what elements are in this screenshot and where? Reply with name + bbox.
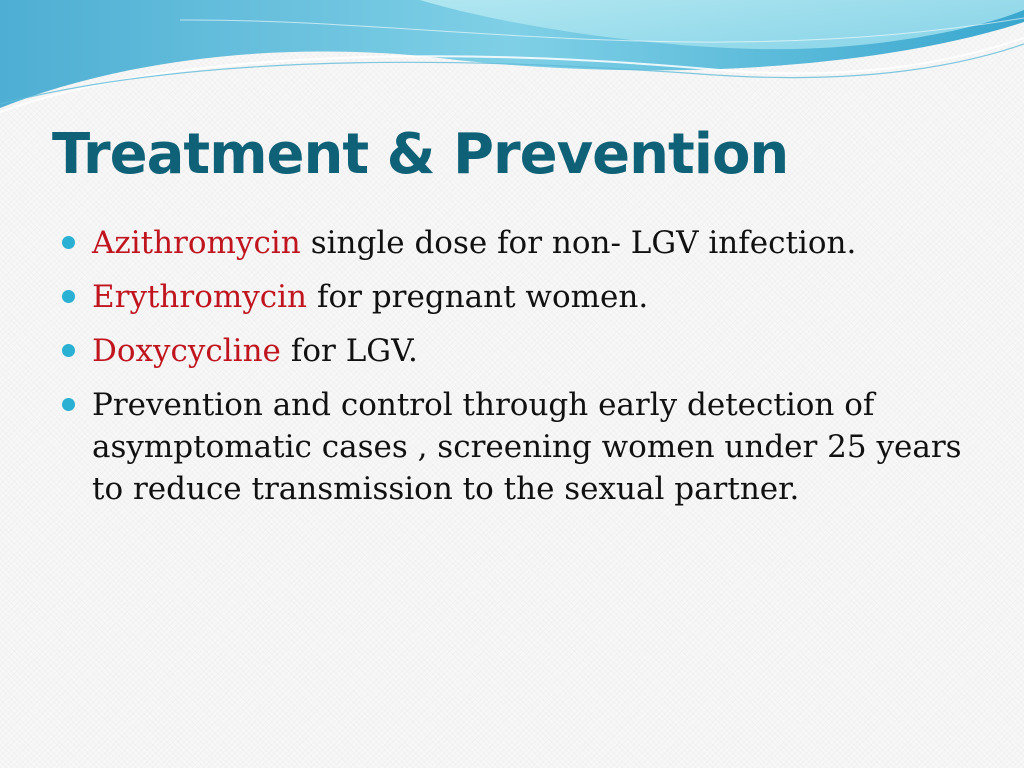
bullet-list: [62, 222, 962, 522]
drug-name: Erythromycin: [92, 279, 308, 315]
bullet-item: [62, 276, 962, 318]
slide-title: Treatment & Prevention: [52, 122, 789, 187]
bullet-text: Prevention and control through early detection of asymptomatic cases , screening women under 25 years to reduce transmission to the sexual partner.: [92, 387, 962, 507]
bullet-text: for pregnant women.: [317, 279, 649, 315]
bullet-text: for LGV.: [290, 333, 418, 369]
drug-name: Doxycycline: [92, 333, 281, 369]
bullet-dot-icon: [62, 398, 75, 411]
bullet-item: [62, 222, 962, 264]
bullet-item: [62, 330, 962, 372]
header-wave-decoration: [0, 0, 1024, 120]
bullet-dot-icon: [62, 344, 75, 357]
bullet-dot-icon: [62, 290, 75, 303]
bullet-text: single dose for non- LGV infection.: [310, 225, 857, 261]
drug-name: Azithromycin: [92, 225, 301, 261]
bullet-item: [62, 384, 962, 510]
bullet-dot-icon: [62, 236, 75, 249]
